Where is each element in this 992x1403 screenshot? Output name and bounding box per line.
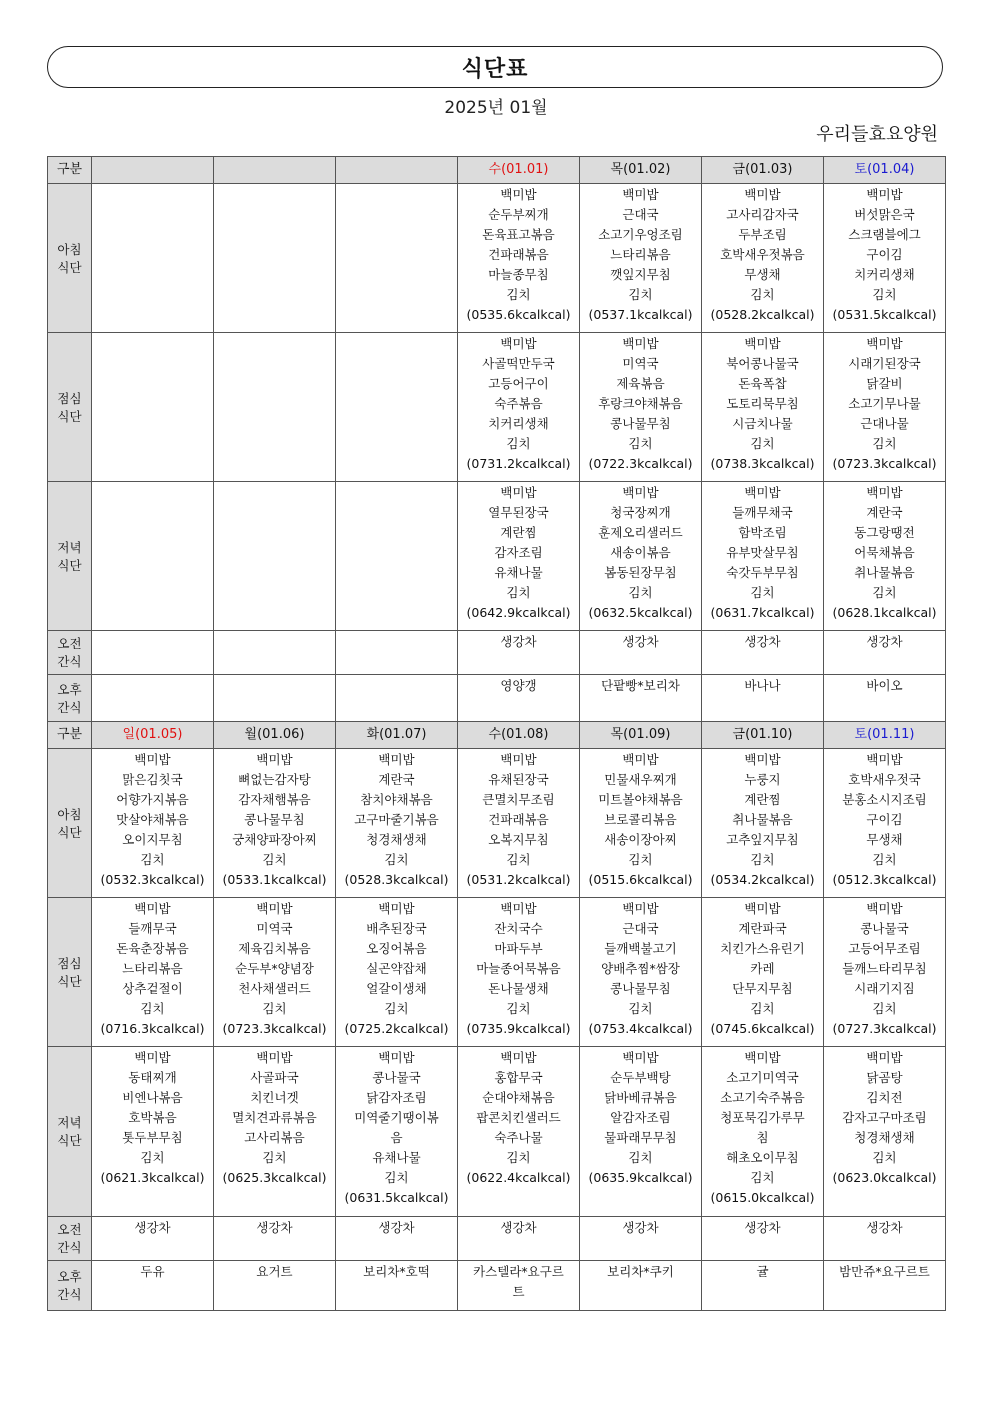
snack-cell: 바이오 [824, 675, 946, 722]
menu-cell: 백미밥 홍합무국 순대야채볶음 팝콘치킨샐러드 숙주나물 김치 (0622.4kcalkcal) [458, 1047, 580, 1217]
snack-cell: 생강차 [214, 1217, 336, 1261]
snack-cell: 단팥빵*보리차 [580, 675, 702, 722]
menu-cell: 백미밥 민물새우찌개 미트볼야채볶음 브로콜리볶음 새송이장아찌 김치 (0515.6kcalkcal) [580, 749, 702, 898]
page-title: 식단표 [461, 56, 529, 82]
menu-cell: 백미밥 잔치국수 마파두부 마늘종어묵볶음 돈나물생채 김치 (0735.9kcalkcal) [458, 898, 580, 1047]
snack-cell [92, 631, 214, 675]
menu-cell: 백미밥 열무된장국 계란찜 감자조림 유채나물 김치 (0642.9kcalkcal) [458, 482, 580, 631]
pm-snack-label: 오후 간식 [48, 675, 92, 722]
menu-cell [336, 482, 458, 631]
snack-cell [336, 631, 458, 675]
snack-cell: 요거트 [214, 1261, 336, 1311]
day-header [92, 157, 214, 184]
week2-dinner-row [48, 1047, 946, 1217]
menu-cell: 백미밥 근대국 들깨백불고기 양배추찜*쌈장 콩나물무침 김치 (0753.4kcalkcal) [580, 898, 702, 1047]
day-header: 수(01.01) [458, 157, 580, 184]
menu-cell: 백미밥 사골떡만두국 고등어구이 숙주볶음 치커리생채 김치 (0731.2kcalkcal) [458, 333, 580, 482]
menu-cell: 백미밥 맑은김칫국 어향가지볶음 맛살야채볶음 오이지무침 김치 (0532.3kcalkcal) [92, 749, 214, 898]
snack-cell: 바나나 [702, 675, 824, 722]
menu-cell: 백미밥 고사리감자국 두부조림 호박새우젓볶음 무생채 김치 (0528.2kcalkcal) [702, 184, 824, 333]
snack-cell: 생강차 [458, 1217, 580, 1261]
snack-cell [92, 675, 214, 722]
menu-cell: 백미밥 소고기미역국 소고기숙주볶음 청포묵김가루무 침 해초오이무침 김치 (0615.0kcalkcal) [702, 1047, 824, 1217]
snack-cell: 생강차 [336, 1217, 458, 1261]
snack-cell: 귤 [702, 1261, 824, 1311]
menu-table [47, 156, 946, 1311]
dinner-label: 저녁 식단 [48, 482, 92, 631]
snack-cell [336, 675, 458, 722]
week1-breakfast-row [48, 184, 946, 333]
snack-cell: 생강차 [824, 631, 946, 675]
lunch-label: 점심 식단 [48, 333, 92, 482]
week1-header-row [48, 157, 946, 184]
menu-cell: 백미밥 북어콩나물국 돈육폭찹 도토리묵무침 시금치나물 김치 (0738.3kcalkcal) [702, 333, 824, 482]
week2-am-snack-row [48, 1217, 946, 1261]
lunch-label: 점심 식단 [48, 898, 92, 1047]
category-label: 구분 [48, 157, 92, 184]
day-header: 금(01.10) [702, 722, 824, 749]
menu-cell [214, 184, 336, 333]
week1-lunch-row [48, 333, 946, 482]
snack-cell: 두유 [92, 1261, 214, 1311]
menu-cell: 백미밥 누룽지 계란찜 취나물볶음 고추잎지무침 김치 (0534.2kcalkcal) [702, 749, 824, 898]
week1-pm-snack-row [48, 675, 946, 722]
menu-cell: 백미밥 미역국 제육김치볶음 순두부*양념장 천사채샐러드 김치 (0723.3kcalkcal) [214, 898, 336, 1047]
snack-cell: 보리차*호떡 [336, 1261, 458, 1311]
snack-cell: 카스텔라*요구르 트 [458, 1261, 580, 1311]
day-header: 목(01.09) [580, 722, 702, 749]
menu-cell: 백미밥 미역국 제육볶음 후랑크야채볶음 콩나물무침 김치 (0722.3kcalkcal) [580, 333, 702, 482]
menu-cell [92, 482, 214, 631]
day-header: 금(01.03) [702, 157, 824, 184]
menu-cell [336, 184, 458, 333]
snack-cell: 생강차 [458, 631, 580, 675]
week1-am-snack-row [48, 631, 946, 675]
day-header: 화(01.07) [336, 722, 458, 749]
period-text: 2025년 01월 [444, 98, 548, 118]
snack-cell [214, 675, 336, 722]
breakfast-label: 아침 식단 [48, 749, 92, 898]
menu-cell: 백미밥 계란국 동그랑땡전 어묵채볶음 취나물볶음 김치 (0628.1kcalkcal) [824, 482, 946, 631]
menu-cell: 백미밥 계란파국 치킨가스유린기 카레 단무지무침 김치 (0745.6kcalkcal) [702, 898, 824, 1047]
snack-cell: 생강차 [580, 631, 702, 675]
menu-cell: 백미밥 청국장찌개 훈제오리샐러드 새송이볶음 봄동된장무침 김치 (0632.5kcalkcal) [580, 482, 702, 631]
menu-cell: 백미밥 근대국 소고기우엉조림 느타리볶음 깻잎지무침 김치 (0537.1kcalkcal) [580, 184, 702, 333]
day-header: 수(01.08) [458, 722, 580, 749]
am-snack-label: 오전 간식 [48, 631, 92, 675]
pm-snack-label: 오후 간식 [48, 1261, 92, 1311]
menu-cell: 백미밥 호박새우젓국 분홍소시지조림 구이김 무생채 김치 (0512.3kcalkcal) [824, 749, 946, 898]
snack-cell: 생강차 [702, 631, 824, 675]
am-snack-label: 오전 간식 [48, 1217, 92, 1261]
week2-header-row [48, 722, 946, 749]
menu-cell: 백미밥 배추된장국 오징어볶음 실곤약잡채 얼갈이생채 김치 (0725.2kcalkcal) [336, 898, 458, 1047]
snack-cell: 생강차 [702, 1217, 824, 1261]
day-header: 토(01.04) [824, 157, 946, 184]
menu-cell: 백미밥 버섯맑은국 스크램블에그 구이김 치커리생채 김치 (0531.5kcalkcal) [824, 184, 946, 333]
day-header: 월(01.06) [214, 722, 336, 749]
day-header [214, 157, 336, 184]
menu-cell: 백미밥 유채된장국 큰멸치무조림 건파래볶음 오복지무침 김치 (0531.2kcalkcal) [458, 749, 580, 898]
menu-cell: 백미밥 순두부백탕 닭바베큐볶음 알감자조림 물파래무무침 김치 (0635.9kcalkcal) [580, 1047, 702, 1217]
menu-cell: 백미밥 닭곰탕 김치전 감자고구마조림 청경채생채 김치 (0623.0kcalkcal) [824, 1047, 946, 1217]
menu-cell [214, 333, 336, 482]
week1-dinner-row [48, 482, 946, 631]
week2-lunch-row [48, 898, 946, 1047]
menu-cell [92, 333, 214, 482]
menu-cell: 백미밥 시래기된장국 닭갈비 소고기무나물 근대나물 김치 (0723.3kcalkcal) [824, 333, 946, 482]
menu-cell: 백미밥 사골파국 치킨너겟 멸치견과류볶음 고사리볶음 김치 (0625.3kcalkcal) [214, 1047, 336, 1217]
menu-cell [214, 482, 336, 631]
menu-cell: 백미밥 콩나물국 닭감자조림 미역줄기땡이볶 음 유채나물 김치 (0631.5kcalkcal) [336, 1047, 458, 1217]
menu-cell: 백미밥 동태찌개 비엔나볶음 호박볶음 톳두부무침 김치 (0621.3kcalkcal) [92, 1047, 214, 1217]
snack-cell: 영양갱 [458, 675, 580, 722]
dinner-label: 저녁 식단 [48, 1047, 92, 1217]
menu-cell: 백미밥 들깨무국 돈육춘장볶음 느타리볶음 상추겉절이 김치 (0716.3kcalkcal) [92, 898, 214, 1047]
snack-cell: 보리차*쿠키 [580, 1261, 702, 1311]
snack-cell: 생강차 [824, 1217, 946, 1261]
category-label: 구분 [48, 722, 92, 749]
menu-cell [92, 184, 214, 333]
day-header: 일(01.05) [92, 722, 214, 749]
menu-cell: 백미밥 들깨무채국 함박조림 유부맛살무침 숙갓두부무침 김치 (0631.7kcalkcal) [702, 482, 824, 631]
organization-name: 우리들효요양원 [816, 124, 938, 145]
menu-cell: 백미밥 콩나물국 고등어무조림 들깨느타리무침 시래기지짐 김치 (0727.3kcalkcal) [824, 898, 946, 1047]
day-header [336, 157, 458, 184]
snack-cell [214, 631, 336, 675]
day-header: 토(01.11) [824, 722, 946, 749]
snack-cell: 생강차 [580, 1217, 702, 1261]
snack-cell: 생강차 [92, 1217, 214, 1261]
menu-cell: 백미밥 계란국 참치야채볶음 고구마줄기볶음 청경채생채 김치 (0528.3kcalkcal) [336, 749, 458, 898]
week2-breakfast-row [48, 749, 946, 898]
menu-cell: 백미밥 순두부찌개 돈육표고볶음 건파래볶음 마늘종무침 김치 (0535.6kcalkcal) [458, 184, 580, 333]
week2-pm-snack-row [48, 1261, 946, 1311]
breakfast-label: 아침 식단 [48, 184, 92, 333]
menu-cell: 백미밥 뼈없는감자탕 감자채햄볶음 콩나물무침 궁채양파장아찌 김치 (0533.1kcalkcal) [214, 749, 336, 898]
day-header: 목(01.02) [580, 157, 702, 184]
title-box [47, 46, 943, 88]
snack-cell: 밤만쥬*요구르트 [824, 1261, 946, 1311]
menu-cell [336, 333, 458, 482]
